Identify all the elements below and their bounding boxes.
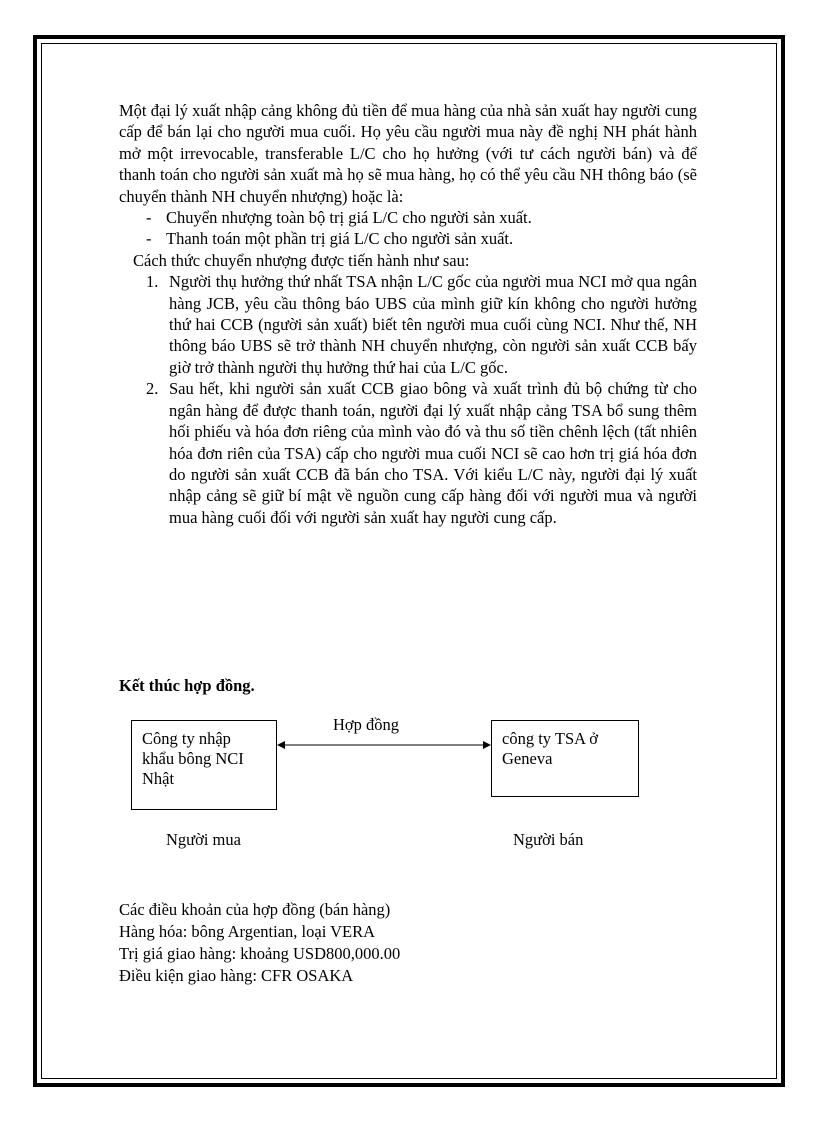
numbered-list (119, 271, 697, 528)
buyer-box: Công ty nhập khẩu bông NCI Nhật (131, 720, 277, 810)
contract-terms (119, 899, 400, 987)
intro-paragraph: Một đại lý xuất nhập cảng không đủ tiền để mua hàng của nhà sản xuất hay người cung cấp để bán lại cho người mua cuối. Họ yêu cầu người mua này đề nghị NH phát hành mở một irrevocable, transferable L/C cho họ hưởng (với tư cách người bán) và để thanh toán cho người sản xuất mà họ sẽ mua hàng, họ có thể yêu cầu NH thông báo (sẽ chuyển thành NH chuyển nhượng) hoặc là: (119, 101, 697, 206)
seller-box: công ty TSA ở Geneva (491, 720, 639, 797)
body-text (119, 100, 697, 528)
numbered-item: 1. Người thụ hưởng thứ nhất TSA nhận L/C gốc của người mua NCI mở qua ngân hàng JCB, yêu cầu thông báo UBS của mình giữ kín không cho người hưởng thứ hai CCB (người sản xuất) biết tên người mua cuối cùng NCI. Như thế, NH thông báo UBS sẽ trở thành NH chuyển nhượng, còn người sản xuất CCB bấy giờ trở thành người thụ hưởng thứ hai của L/C gốc. (146, 272, 697, 377)
dash-list (119, 207, 697, 250)
terms-line: Trị giá giao hàng: khoảng USD800,000.00 (119, 944, 401, 963)
seller-label: Người bán (513, 830, 584, 849)
terms-line: Các điều khoản của hợp đồng (bán hàng) (119, 900, 391, 919)
buyer-label: Người mua (166, 830, 241, 849)
numbered-item: 2. Sau hết, khi người sản xuất CCB giao bông và xuất trình đủ bộ chứng từ cho ngân hàng để được thanh toán, người đại lý xuất nhập cảng TSA bổ sung thêm hối phiếu và hóa đơn riêng của mình vào đó và thu số tiền chênh lệch (tất nhiên hóa đơn riên của TSA) cấp cho người mua cuối NCI sẽ cao hơn trị giá hóa đơn do người sản xuất CCB đã bán cho TSA. Với kiểu L/C này, người đại lý xuất nhập cảng sẽ giữ bí mật về nguồn cung cấp hàng đối với người mua và người mua hàng cuối đối với người sản xuất hay người cung cấp. (146, 379, 697, 527)
section-heading: Kết thúc hợp đồng. (119, 676, 255, 695)
procedure-intro: Cách thức chuyển nhượng được tiến hành như sau: (133, 250, 470, 270)
terms-line: Điều kiện giao hàng: CFR OSAKA (119, 966, 354, 985)
contract-label: Hợp đồng (333, 715, 400, 734)
dash-item: - Thanh toán một phần trị giá L/C cho người sản xuất. (146, 229, 514, 249)
terms-line: Hàng hóa: bông Argentian, loại VERA (119, 922, 376, 941)
contract-arrow (277, 738, 491, 752)
dash-item: - Chuyển nhượng toàn bộ trị giá L/C cho người sản xuất. (146, 208, 532, 228)
